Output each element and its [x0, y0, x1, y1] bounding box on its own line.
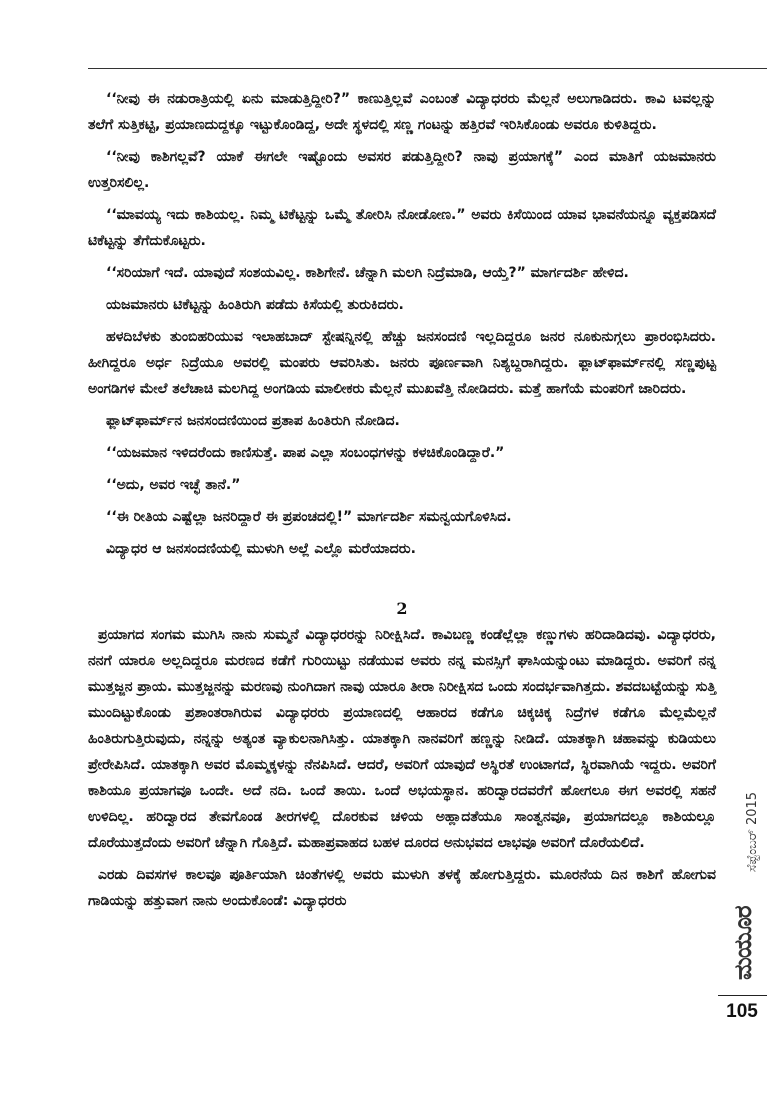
paragraph-10: ‘‘ಈ ರೀತಿಯ ಎಷ್ಟೆಲ್ಲಾ ಜನರಿದ್ದಾರೆ ಈ ಪ್ರಪಂಚದಲ್ಲಿ!” ಮಾರ್ಗದರ್ಶಿ ಸಮನ್ವಯಗೊಳಿಸಿದ.: [106, 509, 512, 525]
paragraph-2: ‘‘ನೀವು ಕಾಶಿಗಲ್ಲವೆ? ಯಾಕೆ ಈಗಲೇ ಇಷ್ಟೊಂದು ಅವಸರ ಪಡುತ್ತಿದ್ದೀರಿ? ನಾವು ಪ್ರಯಾಗಕ್ಕೆ” ಎಂದ ಮಾತಿಗೆ ಯಜಮಾನರು ಉತ್ತರಿಸಲಿಲ್ಲ.: [88, 149, 716, 191]
paragraph-8: ‘‘ಯಜಮಾನ ಇಳಿದರೆಂದು ಕಾಣಿಸುತ್ತೆ. ಪಾಪ ಎಲ್ಲಾ ಸಂಬಂಧಗಳನ್ನು ಕಳಚಿಕೊಂಡಿದ್ದಾರೆ.”: [106, 445, 505, 461]
paragraph-9: ‘‘ಅದು, ಅವರ ಇಚ್ಛೆ ತಾನೆ.”: [106, 477, 241, 493]
issue-date: ಸೆಪ್ಟೆಂಬರ್ 2015: [745, 791, 760, 873]
paragraph-7: ಫ್ಲಾಟ್‌ಫಾರ್ಮ್‌ನ ಜನಸಂದಣಿಯಿಂದ ಪ್ರತಾಪ ಹಿಂತಿರುಗಿ ನೋಡಿದ.: [106, 413, 400, 429]
paragraph-12: ಪ್ರಯಾಗದ ಸಂಗಮ ಮುಗಿಸಿ ನಾನು ಸುಮ್ಮನೆ ವಿದ್ಯಾಧರರನ್ನು ನಿರೀಕ್ಷಿಸಿದೆ. ಕಾವಿಬಣ್ಣ ಕಂಡೆಲ್ಲೆಲ್ಲಾ ಕಣ್ಣುಗಳು ಹರಿದಾಡಿದವು. ವಿದ್ಯಾಧರರು, ನನಗೆ ಯಾರೂ ಅಲ್ಲದಿದ್ದರೂ ಮರಣದ ಕಡೆಗೆ ಗುರಿಯಿಟ್ಟು ನಡೆಯುವ ಅವರು ನನ್ನ ಮನಸ್ಸಿಗೆ ಘಾಸಿಯನ್ನುಂಟು ಮಾಡಿದ್ದರು. ಅವರಿಗೆ ನನ್ನ ಮುತ್ತಜ್ಜನ ಪ್ರಾಯ. ಮುತ್ತಜ್ಜನನ್ನು ಮರಣವು ನುಂಗಿದಾಗ ನಾವು ಯಾರೂ ತೀರಾ ನಿರೀಕ್ಷಿಸದ ಒಂದು ಸಂದರ್ಭವಾಗಿತ್ತದು. ಶವದಬಟ್ಟೆಯನ್ನು ಸುತ್ತಿ ಮುಂದಿಟ್ಟುಕೊಂಡು ಪ್ರಶಾಂತರಾಗಿರುವ ವಿದ್ಯಾಧರರು ಪ್ರಯಾಣದಲ್ಲಿ ಆಹಾರದ ಕಡೆಗೂ ಚಿಕ್ಕಚಿಕ್ಕ ನಿದ್ರೆಗಳ ಕಡೆಗೂ ಮೆಲ್ಲಮೆಲ್ಲನೆ ಹಿಂತಿರುಗುತ್ತಿರುವುದು, ನನ್ನನ್ನು ಅತ್ಯಂತ ವ್ಯಾಕುಲನಾಗಿಸಿತ್ತು. ಯಾತಕ್ಕಾಗಿ ನಾನವರಿಗೆ ಹಣ್ಣನ್ನು ನೀಡಿದೆ. ಯಾತಕ್ಕಾಗಿ ಚಹಾವನ್ನು ಕುಡಿಯಲು ಪ್ರೇರೇಪಿಸಿದೆ. ಯಾತಕ್ಕಾಗಿ ಅವರ ಮೊಮ್ಮಕ್ಕಳನ್ನು ನೆನಪಿಸಿದೆ. ಆದರೆ, ಅವರಿಗೆ ಯಾವುದೆ ಅಸ್ಥಿರತೆ ಉಂಟಾಗದೆ, ಸ್ಥಿರವಾಗಿಯೆ ಇದ್ದರು. ಅವರಿಗೆ ಕಾಶಿಯೂ ಪ್ರಯಾಗವೂ ಒಂದೇ. ಅದೆ ನದಿ. ಒಂದೆ ತಾಯಿ. ಒಂದೆ ಅಭಯಸ್ಥಾನ. ಹರಿದ್ವಾರದವರೆಗೆ ಹೋಗಲೂ ಈಗ ಅವರಲ್ಲಿ ಸಹನೆ ಉಳಿದಿಲ್ಲ. ಹರಿದ್ವಾರದ ತೇವಗೊಂಡ ತೀರಗಳಲ್ಲಿ ದೊರಕುವ ಚಳಿಯ ಅಹ್ಲಾದತೆಯೂ ಸಾಂತ್ವನವೂ, ಪ್ರಯಾಗದಲ್ಲೂ ಕಾಶಿಯಲ್ಲೂ ದೊರೆಯುತ್ತದೆಂದು ಅವರಿಗೆ ಚೆನ್ನಾಗಿ ಗೊತ್ತಿದೆ. ಮಹಾಪ್ರವಾಹದ ಬಹಳ ದೂರದ ಅನುಭವದ ಲಾಭವೂ ಅವರಿಗೆ ದೊರೆಯಲಿದೆ.: [88, 627, 716, 851]
magazine-logo: ಮಯೂರ: [729, 906, 757, 980]
page-number: 105: [726, 1001, 758, 1022]
paragraph-3: ‘‘ಮಾವಯ್ಯ ಇದು ಕಾಶಿಯಲ್ಲ. ನಿಮ್ಮ ಟಿಕೆಟ್ಟನ್ನು ಒಮ್ಮೆ ತೋರಿಸಿ ನೋಡೋಣ.” ಅವರು ಕಿಸೆಯಿಂದ ಯಾವ ಭಾವನೆಯನ್ನೂ ವ್ಯಕ್ತಪಡಿಸದೆ ಟಿಕೆಟ್ಟನ್ನು ತೆಗೆದುಕೊಟ್ಟರು.: [88, 207, 716, 249]
article-body: [88, 86, 716, 920]
top-rule: [88, 68, 767, 69]
paragraph-13: ಎರಡು ದಿವಸಗಳ ಕಾಲವೂ ಪೂರ್ತಿಯಾಗಿ ಚಿಂತೆಗಳಲ್ಲಿ ಅವರು ಮುಳುಗಿ ತಳಕ್ಕೆ ಹೋಗುತ್ತಿದ್ದರು. ಮೂರನೆಯ ದಿನ ಕಾಶಿಗೆ ಹೋಗುವ ಗಾಡಿಯನ್ನು ಹತ್ತುವಾಗ ನಾನು ಅಂದುಕೊಂಡೆ: ವಿದ್ಯಾಧರರು: [88, 867, 716, 909]
paragraph-6: ಹಳದಿಬೆಳಕು ತುಂಬಿಹರಿಯುವ ಇಲಾಹಬಾದ್ ಸ್ಟೇಷನ್ನಿನಲ್ಲಿ ಹೆಚ್ಚು ಜನಸಂದಣಿ ಇಲ್ಲದಿದ್ದರೂ ಜನರ ನೂಕುನುಗ್ಗಲು ಪ್ರಾರಂಭಿಸಿದರು. ಹೀಗಿದ್ದರೂ ಅರ್ಧ ನಿದ್ರೆಯೂ ಅವರಲ್ಲಿ ಮಂಪರು ಆವರಿಸಿತು. ಜನರು ಪೂರ್ಣವಾಗಿ ನಿಶ್ಯಬ್ದರಾಗಿದ್ದರು. ಫ್ಲಾಟ್‌ಫಾರ್ಮ್‌ನಲ್ಲಿ ಸಣ್ಣಪುಟ್ಟ ಅಂಗಡಿಗಳ ಮೇಲೆ ತಲೆಚಾಚಿ ಮಲಗಿದ್ದ ಅಂಗಡಿಯ ಮಾಲೀಕರು ಮೆಲ್ಲನೆ ಮುಖವೆತ್ತಿ ನೋಡಿದರು. ಮತ್ತೆ ಹಾಗೆಯೆ ಮಂಪರಿಗೆ ಜಾರಿದರು.: [88, 329, 716, 397]
paragraph-11: ವಿದ್ಯಾಧರ ಆ ಜನಸಂದಣಿಯಲ್ಲಿ ಮುಳುಗಿ ಅಲ್ಲೆ ಎಲ್ಲೊ ಮರೆಯಾದರು.: [106, 541, 416, 557]
paragraph-4: ‘‘ಸರಿಯಾಗೆ ಇದೆ. ಯಾವುದೆ ಸಂಶಯವಿಲ್ಲ. ಕಾಶಿಗೇನೆ. ಚೆನ್ನಾಗಿ ಮಲಗಿ ನಿದ್ರೆಮಾಡಿ, ಆಯ್ತೆ?” ಮಾರ್ಗದರ್ಶಿ ಹೇಳಿದ.: [106, 265, 629, 281]
section-number: 2: [396, 599, 408, 618]
paragraph-5: ಯಜಮಾನರು ಟಿಕೆಟ್ಟನ್ನು ಹಿಂತಿರುಗಿ ಪಡೆದು ಕಿಸೆಯಲ್ಲಿ ತುರುಕಿದರು.: [106, 297, 404, 313]
paragraph-1: ‘‘ನೀವು ಈ ನಡುರಾತ್ರಿಯಲ್ಲಿ ಏನು ಮಾಡುತ್ತಿದ್ದೀರಿ?” ಕಾಣುತ್ತಿಲ್ಲವೆ ಎಂಬಂತೆ ವಿದ್ಯಾಧರರು ಮೆಲ್ಲನೆ ಅಲುಗಾಡಿದರು. ಕಾವಿ ಟವಲ್ಲನ್ನು ತಲೆಗೆ ಸುತ್ತಿಕಟ್ಟಿ, ಪ್ರಯಾಣದುದ್ದಕ್ಕೂ ಇಟ್ಟುಕೊಂಡಿದ್ದ, ಅದೇ ಸ್ಥಳದಲ್ಲಿ ಸಣ್ಣ ಗಂಟನ್ನು ಹತ್ತಿರವೆ ಇರಿಸಿಕೊಂಡು ಅವರೂ ಕುಳಿತಿದ್ದರು.: [88, 91, 716, 133]
magazine-sidebar: [719, 768, 767, 986]
footer-rule: [718, 995, 767, 996]
